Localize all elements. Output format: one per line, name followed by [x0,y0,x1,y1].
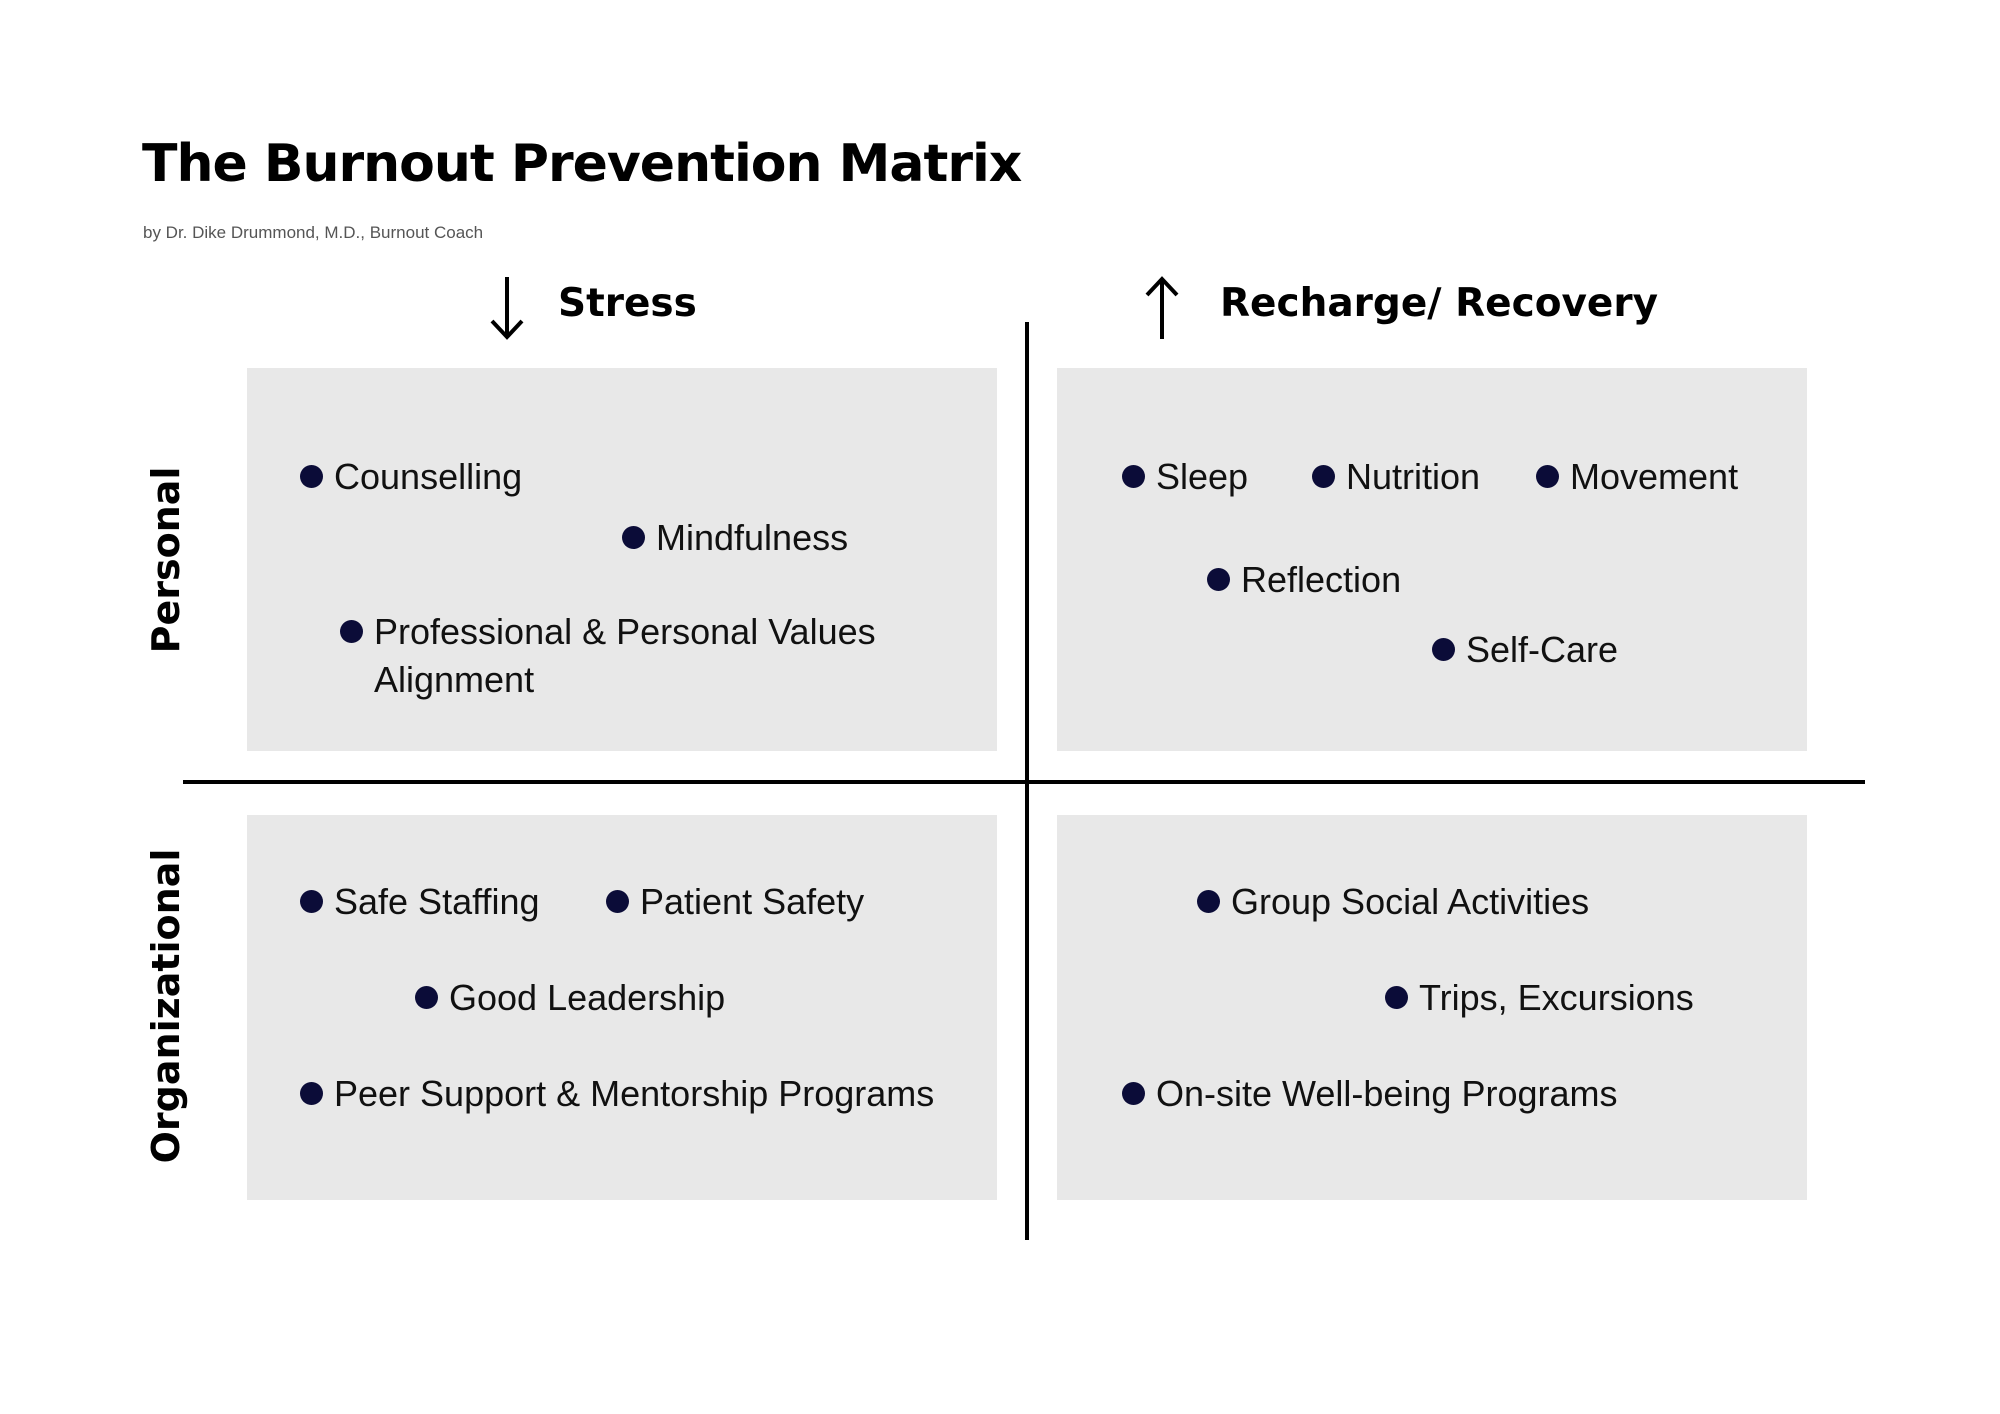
bullet-dot-icon [1122,465,1145,488]
bullet-dot-icon [1197,890,1220,913]
item-label: Sleep [1156,456,1249,497]
bullet-dot-icon [1207,568,1230,591]
bullet-dot-icon [1536,465,1559,488]
list-item [1207,556,1401,604]
bullet-dot-icon [1432,638,1455,661]
list-item [1385,974,1694,1022]
bullet-dot-icon [622,526,645,549]
bullet-dot-icon [415,986,438,1009]
row-label-organizational: Organizational [144,848,188,1164]
list-item [1312,453,1480,501]
item-label: Reflection [1241,559,1402,600]
bullet-dot-icon [1122,1082,1145,1105]
list-item [415,974,725,1022]
item-label: Nutrition [1346,456,1481,497]
list-item [300,453,522,501]
list-item [1122,453,1248,501]
item-label: Patient Safety [640,881,865,922]
item-label: Group Social Activities [1231,881,1590,922]
list-item [622,514,848,562]
list-item [1432,626,1618,674]
list-item [1122,1070,1618,1118]
list-item [300,1070,934,1118]
item-label: Trips, Excursions [1419,977,1694,1018]
quadrant-personal-recharge [1057,368,1807,751]
bullet-dot-icon [300,890,323,913]
arrow-down-icon [489,275,525,341]
bullet-dot-icon [300,465,323,488]
page-title: The Burnout Prevention Matrix [142,134,1022,194]
list-item [340,608,940,704]
list-item [1197,878,1589,926]
bullet-dot-icon [340,620,363,643]
column-header-recharge: Recharge/ Recovery [1220,281,1659,326]
list-item [1536,453,1738,501]
bullet-dot-icon [300,1082,323,1105]
horizontal-axis-line [183,780,1865,784]
item-label: Counselling [334,456,523,497]
item-label: Professional & Personal Values Alignment [374,611,876,700]
bullet-dot-icon [1312,465,1335,488]
bullet-dot-icon [606,890,629,913]
item-label: Good Leadership [449,977,726,1018]
page-subtitle: by Dr. Dike Drummond, M.D., Burnout Coach [143,223,484,242]
bullet-dot-icon [1385,986,1408,1009]
item-label: Peer Support & Mentorship Programs [334,1073,935,1114]
item-label: Movement [1570,456,1739,497]
column-header-stress: Stress [558,281,697,326]
item-label: On-site Well-being Programs [1156,1073,1618,1114]
list-item [606,878,864,926]
item-label: Self-Care [1466,629,1619,670]
item-label: Safe Staffing [334,881,540,922]
row-label-personal: Personal [144,466,188,654]
arrow-up-icon [1144,275,1180,341]
list-item [300,878,540,926]
item-label: Mindfulness [656,517,849,558]
